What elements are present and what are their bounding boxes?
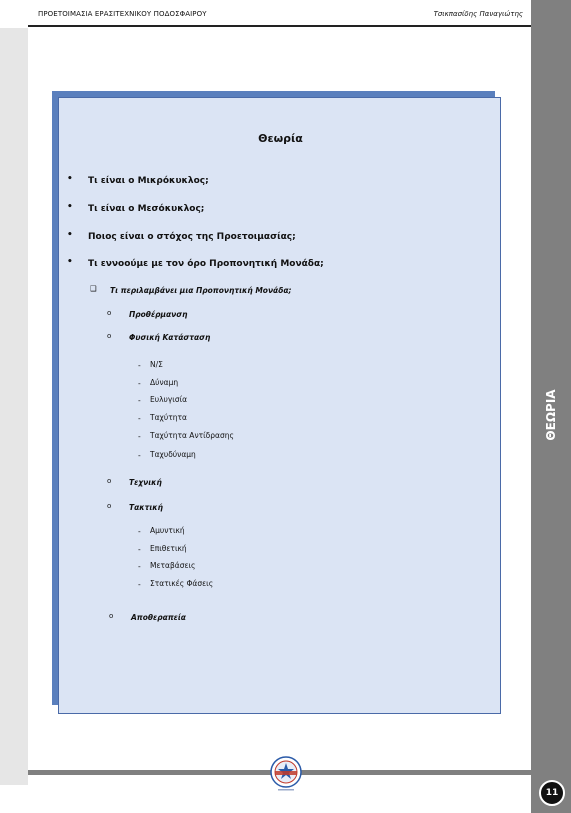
bullet-marker: • xyxy=(67,174,73,184)
box-title: Θεωρία xyxy=(258,132,303,145)
dash-marker: - xyxy=(138,580,141,589)
physical-item: Ευλυγισία xyxy=(150,395,188,404)
dash-marker: - xyxy=(138,545,141,554)
theory-box xyxy=(58,97,501,714)
tactical-item: Αμυντική xyxy=(150,526,185,535)
header-title: ΠΡΟΕΤΟΙΜΑΣΙΑ ΕΡΑΣΙΤΕΧΝΙΚΟΥ ΠΟΔΟΣΦΑΙΡΟΥ xyxy=(38,10,207,18)
dash-marker: - xyxy=(138,414,141,423)
question-item: Τι είναι ο Μικρόκυκλος; xyxy=(88,176,209,186)
physical-item: Ταχυδύναμη xyxy=(150,450,196,459)
page-header xyxy=(0,0,571,26)
physical-item: Δύναμη xyxy=(150,378,179,387)
dash-marker: - xyxy=(138,527,141,536)
dash-marker: - xyxy=(138,361,141,370)
header-author: Τσικπασίδης Παναγιώτης xyxy=(433,10,523,18)
component-recovery: Αποθεραπεία xyxy=(131,613,186,622)
tactical-item: Επιθετική xyxy=(150,544,187,553)
page-number-badge: 11 xyxy=(539,780,565,806)
circle-marker: o xyxy=(109,612,114,620)
tactical-item: Στατικές Φάσεις xyxy=(150,579,214,588)
question-item: Τι εννοούμε με τον όρο Προπονητική Μονάδα; xyxy=(88,259,324,269)
dash-marker: - xyxy=(138,379,141,388)
left-margin-strip xyxy=(0,28,28,785)
physical-item: Ταχύτητα Αντίδρασης xyxy=(150,431,234,440)
question-item: Ποιος είναι ο στόχος της Προετοιμασίας; xyxy=(88,232,296,242)
component-physical: Φυσική Κατάσταση xyxy=(129,333,211,342)
side-section-text: ΘΕΩΡΙΑ xyxy=(544,389,558,441)
circle-marker: o xyxy=(107,502,112,510)
bullet-marker: • xyxy=(67,230,73,240)
dash-marker: - xyxy=(138,432,141,441)
physical-item: Ν/Σ xyxy=(150,360,163,369)
bullet-marker: • xyxy=(67,257,73,267)
component-warmup: Προθέρμανση xyxy=(129,310,188,319)
physical-item: Ταχύτητα xyxy=(150,413,187,422)
side-section-label xyxy=(535,380,567,450)
header-rule xyxy=(28,25,531,27)
component-technical: Τεχνική xyxy=(129,478,162,487)
question-item: Τι είναι ο Μεσόκυκλος; xyxy=(88,204,205,214)
club-logo-icon xyxy=(266,754,306,794)
circle-marker: o xyxy=(107,332,112,340)
square-marker: ❑ xyxy=(90,284,97,293)
dash-marker: - xyxy=(138,396,141,405)
bullet-marker: • xyxy=(67,202,73,212)
component-tactical: Τακτική xyxy=(129,503,163,512)
dash-marker: - xyxy=(138,451,141,460)
circle-marker: o xyxy=(107,309,112,317)
dash-marker: - xyxy=(138,562,141,571)
subquestion: Τι περιλαμβάνει μια Προπονητική Μονάδα; xyxy=(110,286,292,295)
circle-marker: o xyxy=(107,477,112,485)
tactical-item: Μεταβάσεις xyxy=(150,561,196,570)
